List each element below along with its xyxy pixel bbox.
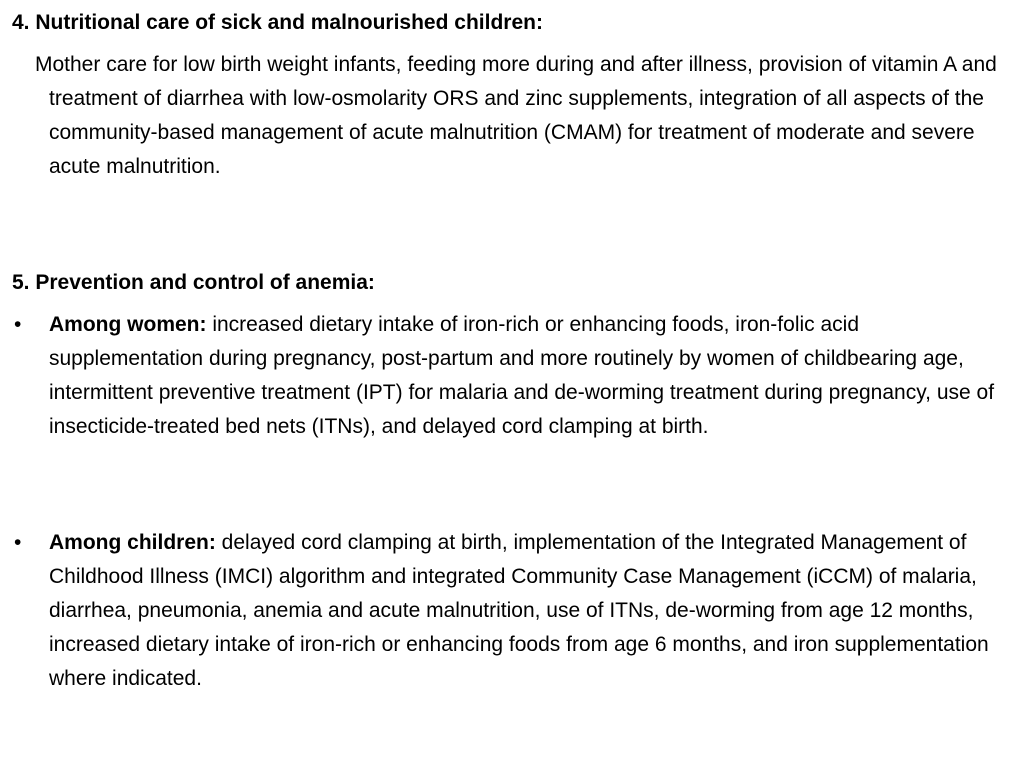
section-4-body: Mother care for low birth weight infants, feeding more during and after illness, provision of vitamin A and treatment of diarrhea with low-osmolarity ORS and zinc supplements, integration of all aspects of the community-based management of acute malnutrition (CMAM) for treatment of moderate and severe acute malnutrition.: [35, 53, 997, 178]
bullet-icon: •: [14, 313, 22, 336]
bullet-lead-children: Among children:: [49, 531, 216, 554]
bullet-text-children: [49, 526, 1013, 696]
section-5-heading: 5. Prevention and control of anemia:: [12, 271, 375, 294]
bullet-lead-women: Among women:: [49, 313, 207, 336]
bullet-body-children: delayed cord clamping at birth, implementation of the Integrated Management of Childhood Illness (IMCI) algorithm and integrated Community Case Management (iCCM) of malaria, diarrhea, pneumonia, anemia and acute malnutrition, use of ITNs, de-worming from age 12 months, increased dietary intake of iron-rich or enhancing foods from age 6 months, and iron supplementation where indicated.: [49, 531, 989, 690]
section-4-heading: 4. Nutritional care of sick and malnourished children:: [12, 11, 543, 34]
bullet-text-women: [49, 308, 1013, 444]
bullet-body-women: increased dietary intake of iron-rich or enhancing foods, iron-folic acid supplementation during pregnancy, post-partum and more routinely by women of childbearing age, intermittent preventive treatment (IPT) for malaria and de-worming treatment during pregnancy, use of insecticide-treated bed nets (ITNs), and delayed cord clamping at birth.: [49, 313, 995, 438]
bullet-icon: •: [14, 531, 22, 554]
